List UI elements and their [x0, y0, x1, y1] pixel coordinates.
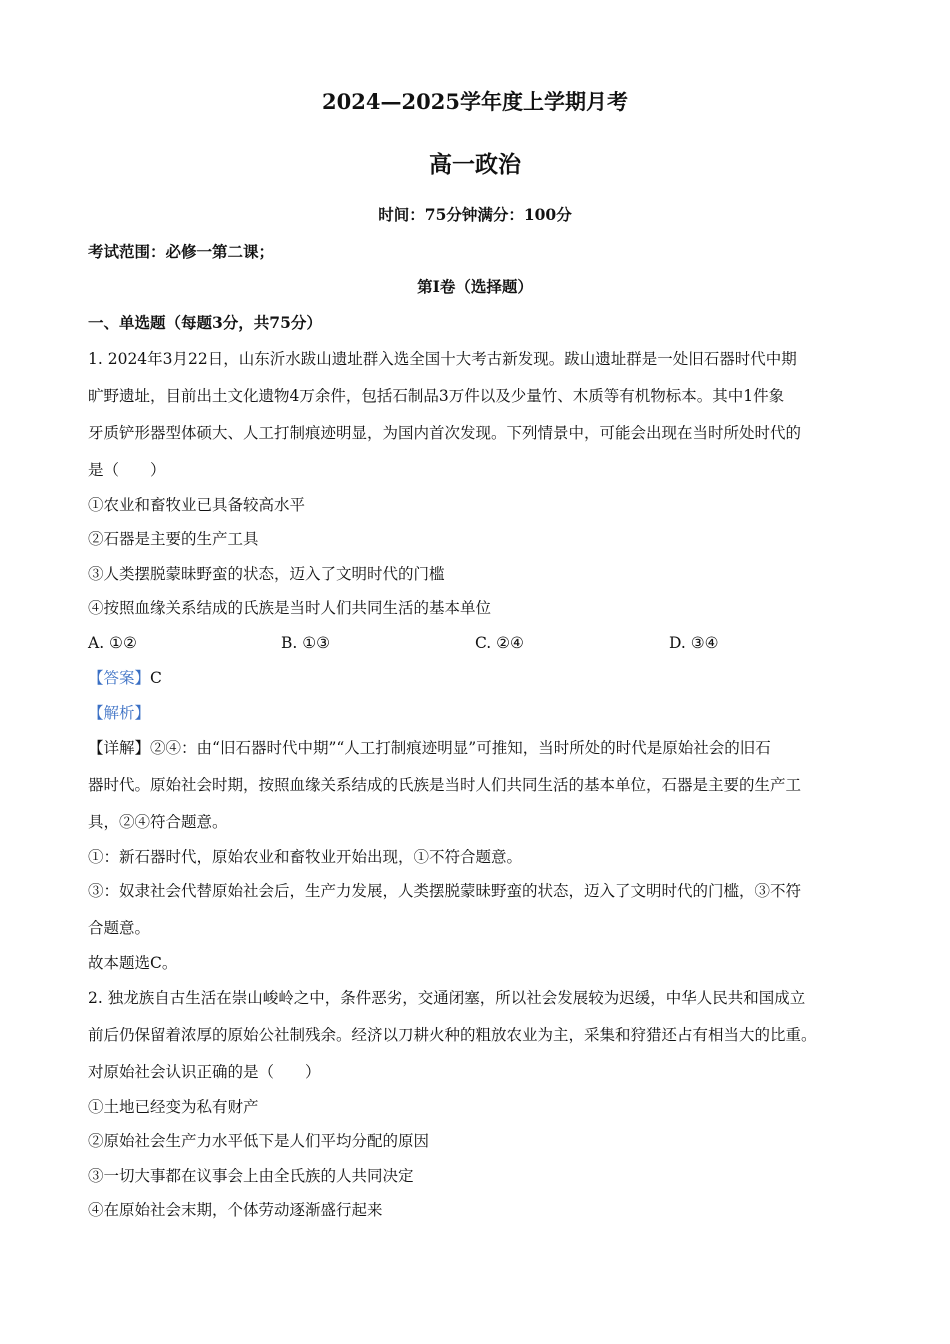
q1-option-d: D. ③④: [669, 634, 719, 652]
q1-option-b: B. ①③: [281, 634, 331, 652]
q1-stem-line: 是（ ）: [88, 461, 166, 479]
q2-statement: ②原始社会生产力水平低下是人们平均分配的原因: [88, 1132, 430, 1150]
detail-text: ②④：由“旧石器时代中期”“人工打制痕迹明显”可推知，当时所处的时代是原始社会的旧石: [150, 739, 771, 757]
q1-option-a: A. ①②: [88, 634, 137, 652]
section-heading: 一、单选题（每题3分，共75分）: [88, 313, 322, 332]
q1-answer-row: [88, 668, 878, 688]
q1-statement: ②石器是主要的生产工具: [88, 530, 259, 548]
q2-statement: ①土地已经变为私有财产: [88, 1098, 259, 1116]
q1-statement: ④按照血缘关系结成的氏族是当时人们共同生活的基本单位: [88, 599, 492, 617]
q2-stem-line: 前后仍保留着浓厚的原始公社制残余。经济以刀耕火种的粗放农业为主，采集和狩猎还占有相当大的比重。: [88, 1026, 817, 1044]
q2-statement: ③一切大事都在议事会上由全氏族的人共同决定: [88, 1167, 414, 1185]
detail-line: 器时代。原始社会时期，按照血缘关系结成的氏族是当时人们共同生活的基本单位，石器是主要的生产工: [88, 776, 802, 794]
detail-line: 合题意。: [88, 919, 151, 937]
q1-stem-line: 旷野遗址，目前出土文化遗物4万余件，包括石制品3万件以及少量竹、木质等有机物标本。其中1件象: [88, 387, 785, 405]
q2-stem-line: 2. 独龙族自古生活在崇山峻岭之中，条件恶劣，交通闭塞，所以社会发展较为迟缓，中华人民共和国成立: [88, 989, 806, 1007]
subject-title: 高一政治: [429, 151, 521, 178]
q2-stem-line: 对原始社会认识正确的是（ ）: [88, 1063, 321, 1081]
q1-option-c: C. ②④: [475, 634, 524, 652]
answer-value: C: [150, 669, 162, 687]
detail-line: [88, 738, 878, 758]
analysis-label: 【解析】: [88, 704, 151, 722]
detail-label: 【详解】: [88, 739, 151, 757]
q1-stem-line: 牙质铲形器型体硕大、人工打制痕迹明显，为国内首次发现。下列情景中，可能会出现在当时所处时代的: [88, 424, 802, 442]
q1-statement: ①农业和畜牧业已具备较高水平: [88, 496, 306, 514]
q1-stem-line: 1. 2024年3月22日，山东沂水跋山遗址群入选全国十大考古新发现。跋山遗址群是一处旧石器时代中期: [88, 350, 797, 368]
q2-statement: ④在原始社会末期，个体劳动逐渐盛行起来: [88, 1201, 383, 1219]
exam-scope: 考试范围：必修一第二课；: [88, 242, 275, 261]
detail-line: ①：新石器时代，原始农业和畜牧业开始出现，①不符合题意。: [88, 848, 523, 866]
detail-line: 故本题选C。: [88, 954, 178, 972]
volume-heading: 第Ⅰ卷（选择题）: [417, 277, 533, 296]
detail-line: 具，②④符合题意。: [88, 813, 228, 831]
time-info: 时间：75分钟满分：100分: [378, 205, 572, 224]
detail-line: ③：奴隶社会代替原始社会后，生产力发展，人类摆脱蒙昧野蛮的状态，迈入了文明时代的门槛，③不符: [88, 882, 802, 900]
exam-title: 2024—2025学年度上学期月考: [322, 89, 628, 114]
q1-statement: ③人类摆脱蒙昧野蛮的状态，迈入了文明时代的门槛: [88, 565, 445, 583]
answer-label: 【答案】: [88, 669, 151, 687]
